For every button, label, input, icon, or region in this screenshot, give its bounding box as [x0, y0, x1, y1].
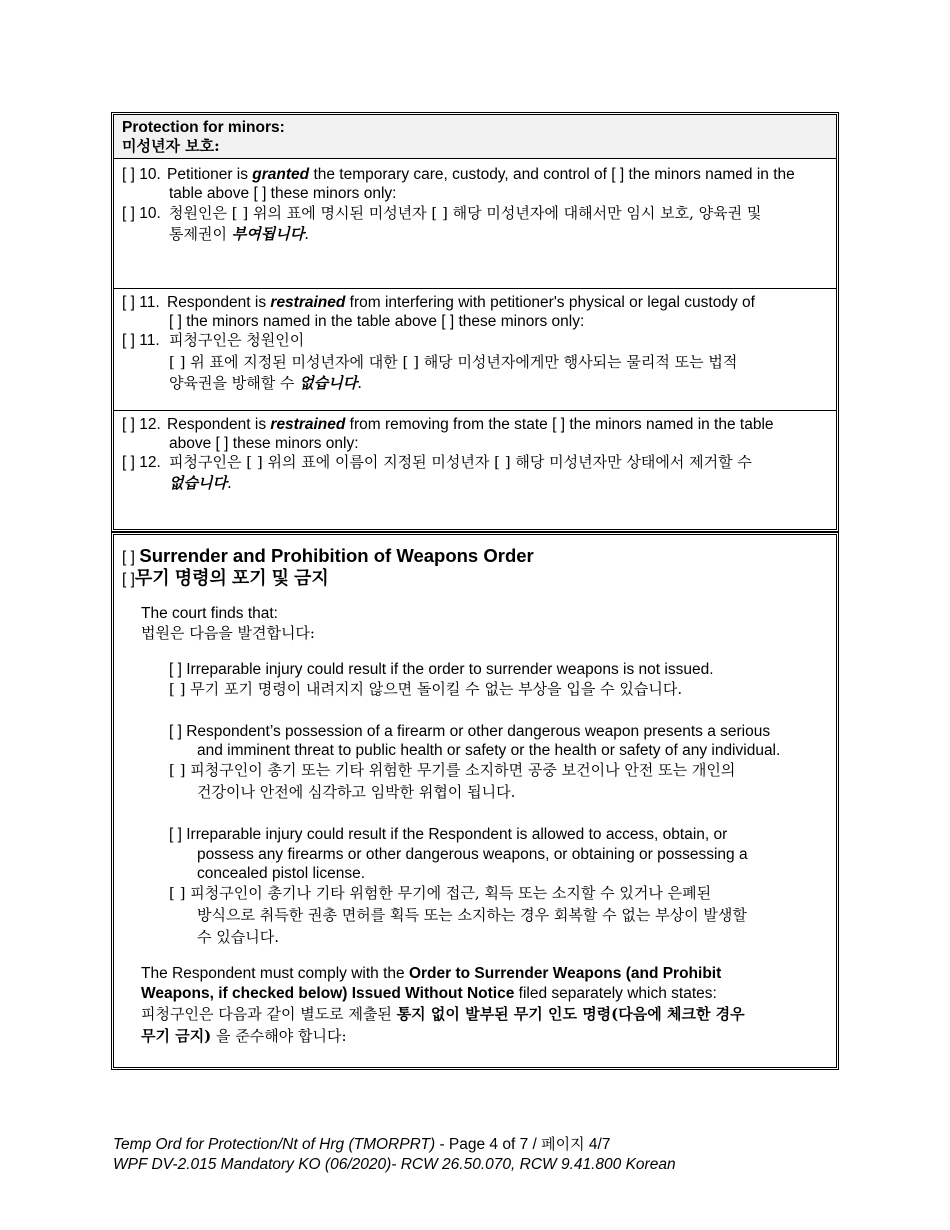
comply-ko-2: 무기 금지) 을 준수해야 합니다: [141, 1027, 347, 1045]
item10-ko-line2: 통제권이 부여됩니다. [169, 225, 309, 243]
minors-header [114, 115, 836, 159]
item11-ko-line2: [ ] 위 표에 지정된 미성년자에 대한 [ ] 해당 미성년자에게만 행사되는 물리적 또는 법적 [169, 353, 738, 371]
comply-en-1: The Respondent must comply with the Order to Surrender Weapons (and Prohibit [141, 965, 722, 982]
item11-en-line1: Respondent is restrained from interfering with petitioner's physical or legal custody of [167, 294, 755, 311]
finding3-en-1: [ ] Irreparable injury could result if the Respondent is allowed to access, obtain, or [169, 826, 728, 843]
court-finds-en: The court finds that: [141, 605, 278, 622]
item10-num-ko: [ ] 10. [122, 205, 161, 222]
item12-ko-line1: 피청구인은 [ ] 위의 표에 이름이 지정된 미성년자 [ ] 해당 미성년자만 상태에서 제거할 수 [169, 453, 752, 471]
finding1-ko: [ ] 무기 포기 명령이 내려지지 않으면 돌이킬 수 없는 부상을 입을 수 있습니다. [169, 680, 683, 698]
finding1-en: [ ] Irreparable injury could result if the order to surrender weapons is not issued. [169, 661, 714, 678]
item10-num-en: [ ] 10. [122, 166, 161, 183]
item10-ko-line1: 청원인은 [ ] 위의 표에 명시된 미성년자 [ ] 해당 미성년자에 대해서만 임시 보호, 양육권 및 [169, 204, 762, 222]
footer-line1: Temp Ord for Protection/Nt of Hrg (TMORPRT) - Page 4 of 7 / 페이지 4/7 [113, 1135, 611, 1153]
weapons-title-en: [ ] Surrender and Prohibition of Weapons Order [122, 545, 534, 566]
comply-ko-1: 피청구인은 다음과 같이 별도로 제출된 통지 없이 발부된 무기 인도 명령(다음에 체크한 경우 [141, 1005, 745, 1023]
finding2-ko-1: [ ] 피청구인이 총기 또는 기타 위험한 무기를 소지하면 공중 보건이나 안전 또는 개인의 [169, 761, 736, 779]
footer-line2: WPF DV-2.015 Mandatory KO (06/2020)- RCW 26.50.070, RCW 9.41.800 Korean [113, 1156, 676, 1173]
item-11 [114, 289, 836, 411]
finding2-en-2: and imminent threat to public health or safety or the health or safety of any individual. [197, 742, 781, 759]
item10-en-line1: Petitioner is granted the temporary care, custody, and control of [ ] the minors named in the [167, 166, 795, 183]
item11-num-ko: [ ] 11. [122, 332, 160, 349]
item11-ko-line1: 피청구인은 청원인이 [169, 331, 305, 349]
weapons-title-ko: [ ]무기 명령의 포기 및 금지 [122, 568, 329, 588]
comply-en-2: Weapons, if checked below) Issued Without Notice filed separately which states: [141, 985, 717, 1002]
finding3-ko-3: 수 있습니다. [197, 928, 279, 946]
weapons-order-box [111, 532, 839, 1070]
item-10 [114, 159, 836, 289]
item-12 [114, 411, 836, 529]
court-finds-ko: 법원은 다음을 발견합니다: [141, 624, 315, 642]
header-ko: 미성년자 보호: [122, 137, 220, 155]
minors-protection-table [111, 112, 839, 532]
item11-num-en: [ ] 11. [122, 294, 160, 311]
item11-en-line2: [ ] the minors named in the table above [ ] these minors only: [169, 313, 585, 330]
finding3-ko-1: [ ] 피청구인이 총기나 기타 위험한 무기에 접근, 획득 또는 소지할 수 있거나 은폐된 [169, 884, 712, 902]
finding2-en-1: [ ] Respondent’s possession of a firearm or other dangerous weapon presents a serious [169, 723, 771, 740]
item12-en-line1: Respondent is restrained from removing from the state [ ] the minors named in the table [167, 416, 774, 433]
item12-num-ko: [ ] 12. [122, 454, 161, 471]
header-en: Protection for minors: [122, 119, 285, 136]
finding3-en-3: concealed pistol license. [197, 865, 366, 882]
finding3-ko-2: 방식으로 취득한 권총 면허를 획득 또는 소지하는 경우 회복할 수 없는 부상이 발생할 [197, 906, 747, 924]
item10-en-line2: table above [ ] these minors only: [169, 185, 397, 202]
item12-en-line2: above [ ] these minors only: [169, 435, 359, 452]
item12-ko-line2: 없습니다. [169, 474, 232, 492]
item12-num-en: [ ] 12. [122, 416, 161, 433]
finding3-en-2: possess any firearms or other dangerous weapons, or obtaining or possessing a [197, 846, 748, 863]
finding2-ko-2: 건강이나 안전에 심각하고 임박한 위협이 됩니다. [197, 783, 516, 801]
item11-ko-line3: 양육권을 방해할 수 없습니다. [169, 374, 362, 392]
